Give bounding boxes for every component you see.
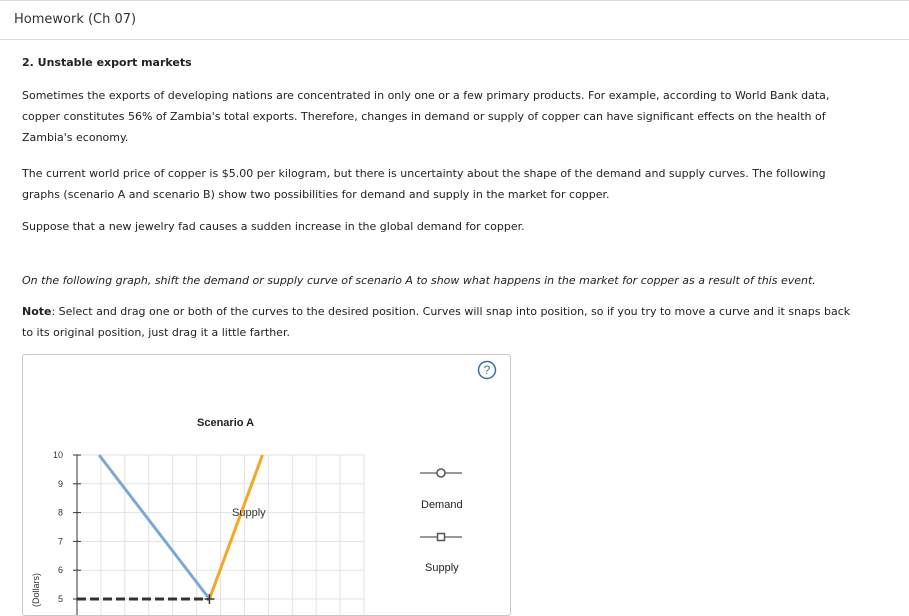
note-body: : Select and drag one or both of the curves to the desired position. Curves will snap into position, so if you try to move a curve and it snaps back to its original position, just drag it a little farther.: [22, 305, 851, 339]
supply-curve: [209, 455, 262, 599]
scenario-a-chart: [23, 355, 510, 615]
note-label: Note: [22, 305, 52, 318]
chart-grid: [77, 455, 364, 615]
y-tick-label: 7: [57, 536, 63, 547]
legend-supply-symbol[interactable]: [420, 534, 462, 541]
square-icon: [438, 534, 445, 541]
legend-demand-symbol[interactable]: [420, 469, 462, 477]
legend-demand-label: Demand: [421, 499, 463, 511]
chart-series: [77, 455, 262, 604]
chart-title: Scenario A: [197, 417, 255, 429]
y-tick-label: 8: [57, 507, 63, 518]
y-tick-label: 5: [57, 594, 63, 604]
y-tick-label: 6: [57, 565, 63, 576]
intro-paragraph: Sometimes the exports of developing nations are concentrated in only one or a few primary products. For example, according to World Bank data, copper constitutes 56% of Zambia's total exports. Therefore, changes in demand or supply of copper can have significant effects on the health of Zambia's economy.: [22, 89, 830, 144]
y-axis: [53, 450, 81, 615]
legend-supply-label: Supply: [425, 562, 459, 574]
note-text: [22, 301, 852, 343]
page-header: [0, 0, 909, 40]
assignment-title: Homework (Ch 07): [14, 12, 137, 27]
help-icon[interactable]: [477, 360, 497, 380]
event-paragraph: Suppose that a new jewelry fad causes a sudden increase in the global demand for copper.: [22, 220, 525, 233]
graph-panel: [22, 354, 511, 616]
help-icon-glyph: ?: [483, 363, 491, 377]
demand-curve: [99, 455, 209, 599]
y-tick-label: 9: [57, 478, 63, 489]
price-paragraph: The current world price of copper is $5.00 per kilogram, but there is uncertainty about the shape of the demand and supply curves. The following graphs (scenario A and scenario B) show two possibilities for demand and supply in the market for copper.: [22, 167, 826, 201]
instruction-text: On the following graph, shift the demand or supply curve of scenario A to show what happens in the market for copper as a result of this event.: [22, 274, 816, 287]
circle-icon: [437, 469, 445, 477]
y-tick-label: 10: [52, 450, 63, 460]
supply-curve-label: Supply: [232, 507, 266, 519]
y-axis-label: (Dollars): [31, 572, 41, 607]
question-title: 2. Unstable export markets: [22, 56, 192, 69]
question-content: [22, 52, 852, 339]
